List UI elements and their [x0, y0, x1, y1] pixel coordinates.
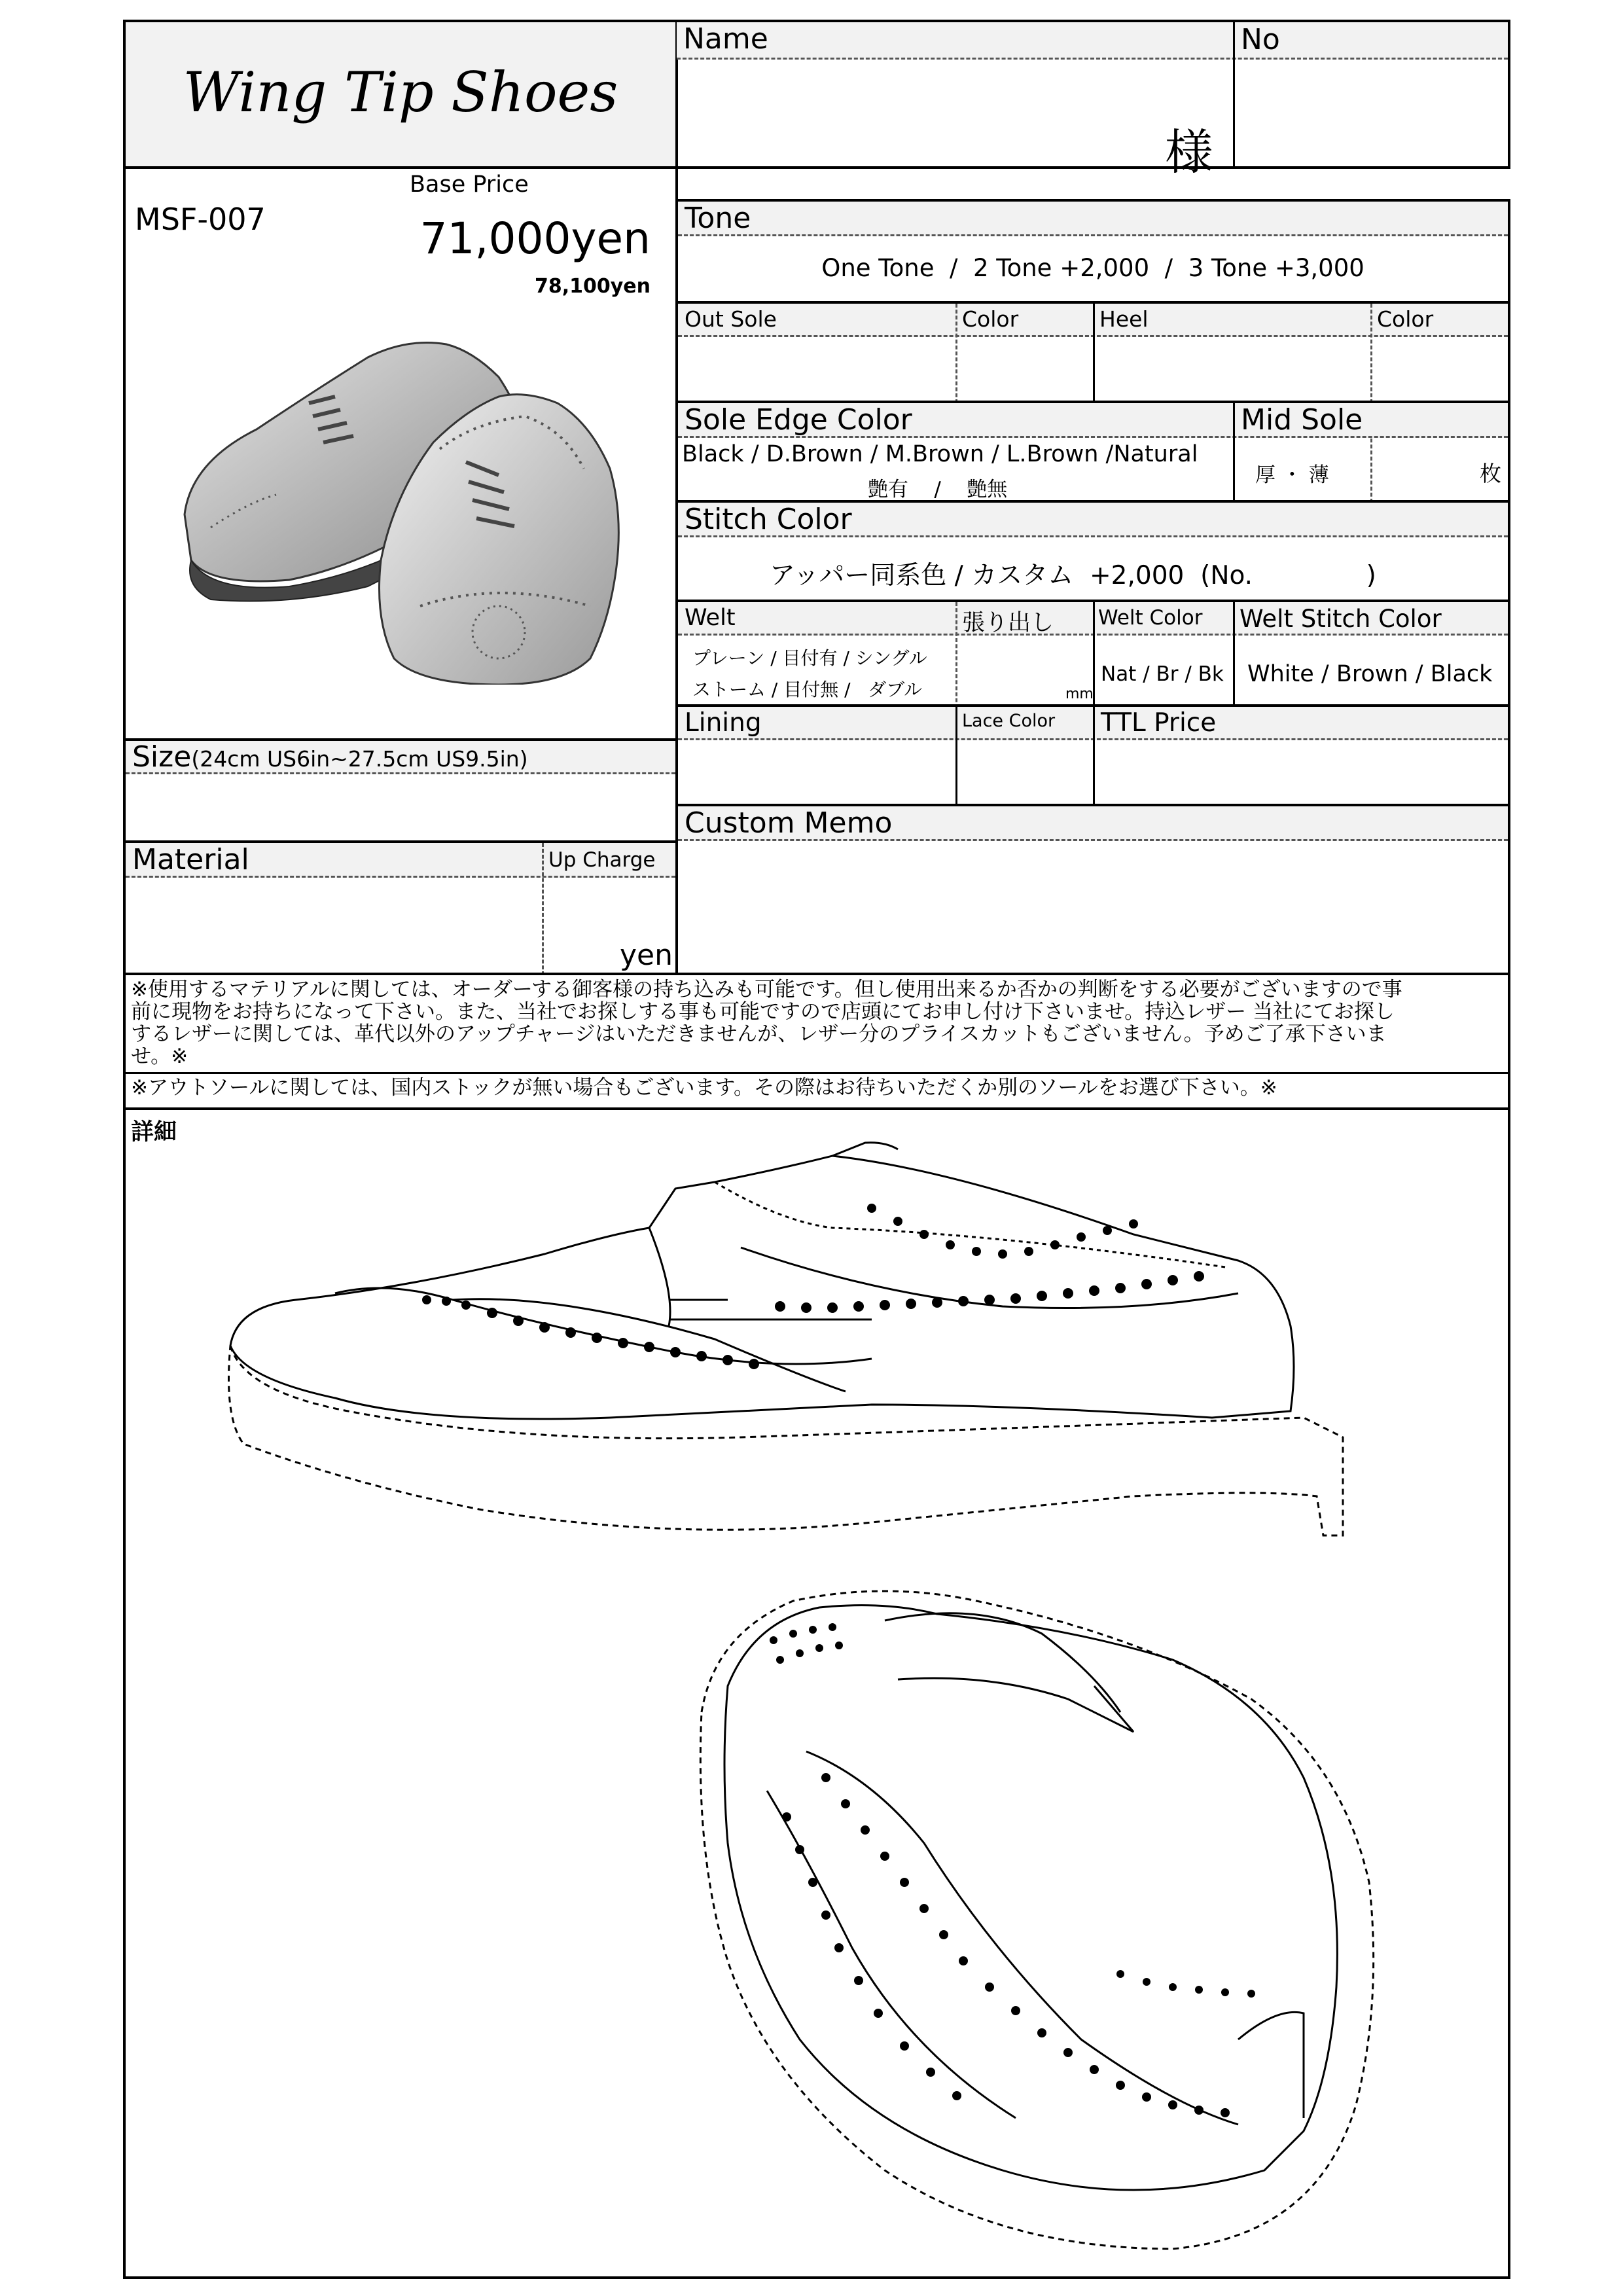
sole-edge-gloss[interactable]: 艶有 / 艶無 [868, 478, 1008, 501]
name-label: Name [683, 22, 768, 56]
product-code: MSF-007 [135, 202, 266, 237]
sole-edge-section [678, 401, 1510, 503]
welt-label: Welt [685, 605, 736, 631]
ttl-price-field[interactable] [1097, 741, 1507, 806]
tone-options[interactable]: One Tone / 2 Tone +2,000 / 3 Tone +3,000 [821, 254, 1364, 282]
welt-protrusion-label: 張り出し [962, 610, 1054, 636]
welt-mm-unit: mm [1065, 686, 1094, 702]
lining-field[interactable] [681, 741, 952, 806]
note-line-5: ※アウトソールに関しては、国内ストックが無い場合もございます。その際はお待ちいただくか別のソールをお選び下さい。※ [131, 1076, 1277, 1100]
mid-sole-unit: 枚 [1480, 461, 1501, 486]
custom-memo-field[interactable] [681, 843, 1505, 975]
welt-type-line2[interactable]: ストーム / 目付無 / ダブル [692, 679, 923, 700]
outsole-label: Out Sole [685, 306, 777, 332]
lace-color-label: Lace Color [962, 711, 1056, 731]
name-field[interactable] [679, 60, 1229, 166]
sole-edge-label: Sole Edge Color [685, 403, 912, 437]
custom-memo-label: Custom Memo [685, 806, 893, 840]
stitch-label: Stitch Color [685, 503, 852, 536]
outsole-color-label: Color [962, 306, 1019, 332]
stitch-options[interactable]: アッパー同系色 / カスタム +2,000 (No. ) [770, 561, 1376, 590]
size-section [123, 738, 678, 842]
stitch-section [678, 500, 1510, 602]
no-label: No [1241, 23, 1280, 56]
size-range: (24cm US6in~27.5cm US9.5in) [191, 746, 528, 772]
heel-color-field[interactable] [1373, 338, 1507, 403]
welt-stitch-color-label: Welt Stitch Color [1240, 605, 1442, 633]
ttl-price-label: TTL Price [1101, 708, 1217, 738]
product-photo [158, 279, 656, 685]
heel-label: Heel [1099, 306, 1149, 332]
heel-color-label: Color [1377, 306, 1434, 332]
notes-section [123, 973, 1510, 1109]
lace-color-field[interactable] [959, 741, 1090, 806]
base-price: 71,000yen [419, 213, 651, 264]
welt-stitch-color-options[interactable]: White / Brown / Black [1247, 661, 1493, 687]
size-field[interactable] [126, 775, 675, 840]
tone-section [678, 199, 1510, 304]
tone-label: Tone [685, 202, 751, 235]
price-with-tax: 78,100yen [534, 275, 651, 298]
material-field[interactable] [126, 878, 538, 975]
detail-label: 詳細 [131, 1119, 177, 1145]
form-title: Wing Tip Shoes [183, 60, 618, 124]
outsole-field[interactable] [681, 338, 952, 403]
lining-section [678, 704, 1510, 806]
note-line-4: せ。※ [131, 1045, 188, 1068]
note-line-1: ※使用するマテリアルに関しては、オーダーする御客様の持ち込みも可能です。但し使用出来るか否かの判断をする必要がございますので事 [131, 978, 1402, 1001]
up-charge-label: Up Charge [548, 848, 656, 872]
welt-color-label: Welt Color [1098, 606, 1203, 630]
note-line-3: するレザーに関しては、革代以外のアップチャージはいただきませんが、レザー分のプライスカットもございません。予めご了承下さいま [131, 1022, 1387, 1046]
note-line-2: 前に現物をお持ちになって下さい。また、当社でお探しする事も可能ですので店頭にてお申し付け下さいませ。持込レザー 当社にてお探し [131, 1000, 1395, 1024]
side-view-sketch [217, 1130, 1461, 1575]
mid-sole-thickness[interactable]: 厚 ・ 薄 [1255, 463, 1329, 487]
size-label: Size [132, 740, 192, 774]
detail-section [123, 1107, 1510, 2279]
no-field[interactable] [1237, 60, 1505, 166]
honorific: 様 [1165, 124, 1213, 181]
heel-field[interactable] [1097, 338, 1368, 403]
custom-memo-section [678, 804, 1510, 975]
material-section [123, 840, 678, 975]
material-label: Material [132, 843, 249, 876]
base-price-label: Base Price [410, 171, 529, 198]
lining-label: Lining [685, 708, 762, 738]
welt-color-options[interactable]: Nat / Br / Bk [1101, 662, 1224, 686]
title-box [123, 20, 678, 169]
sole-edge-colors[interactable]: Black / D.Brown / M.Brown / L.Brown /Natural [682, 441, 1198, 467]
product-panel [123, 168, 678, 740]
perspective-view-sketch [675, 1581, 1500, 2255]
mid-sole-label: Mid Sole [1241, 403, 1363, 437]
yen-unit: yen [620, 939, 673, 972]
outsole-color-field[interactable] [958, 338, 1090, 403]
outsole-heel-section [678, 301, 1510, 403]
welt-type-line1[interactable]: プレーン / 目付有 / シングル [692, 647, 927, 669]
name-no-box [677, 20, 1510, 181]
welt-section [678, 600, 1510, 708]
